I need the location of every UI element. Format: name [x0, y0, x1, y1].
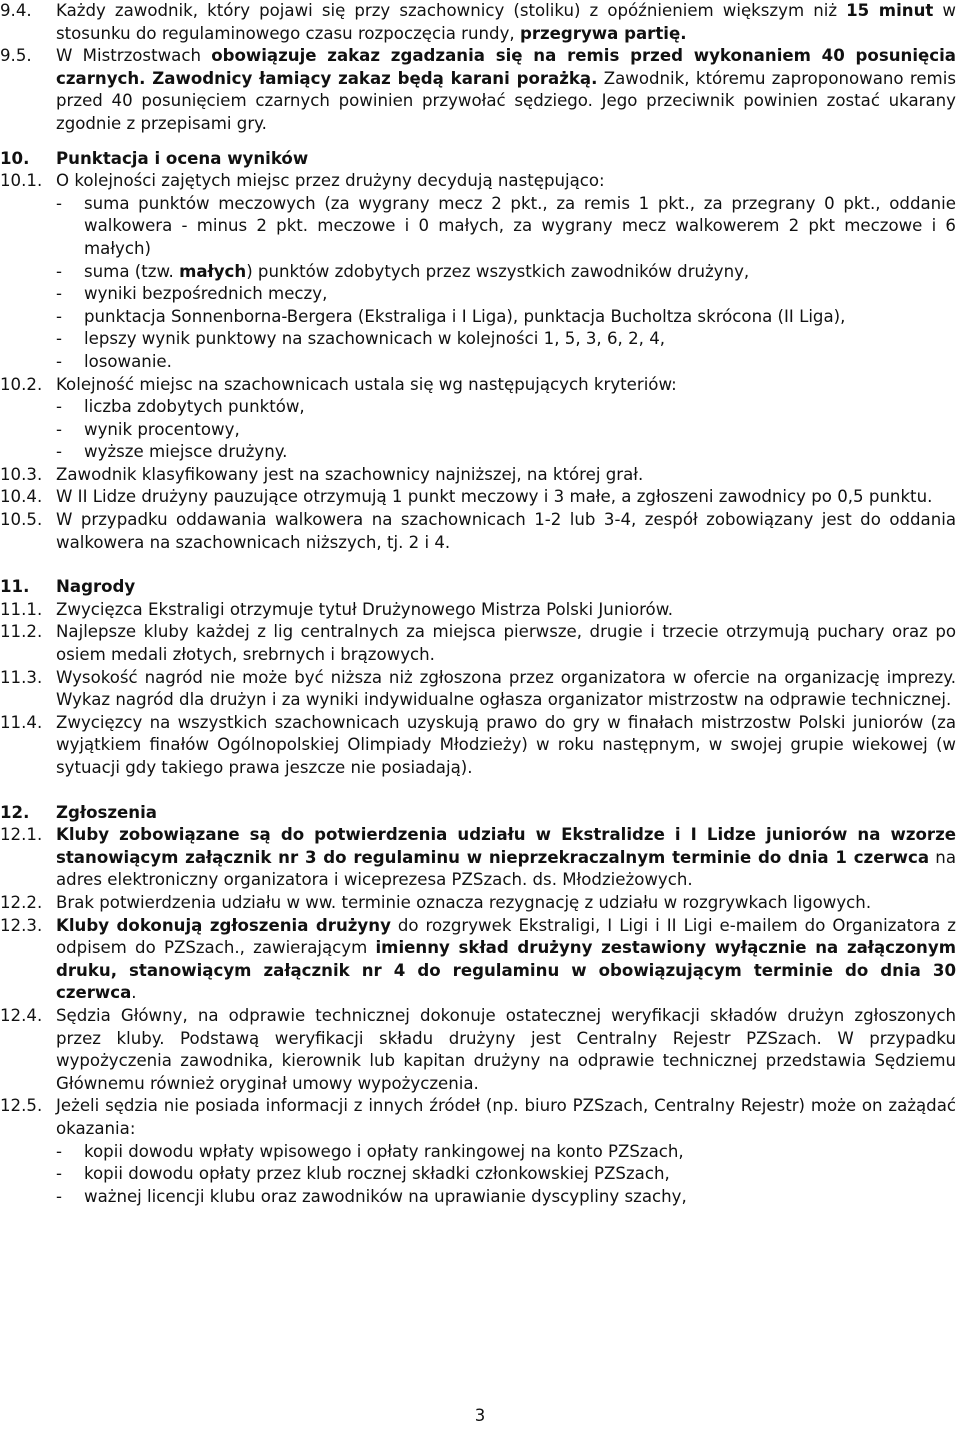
list-item: - kopii dowodu opłaty przez klub rocznej składki członkowskiej PZSzach,	[56, 1164, 670, 1184]
section-11-1	[0, 599, 960, 622]
heading-10	[0, 148, 960, 171]
list-item: - punktacja Sonnenborna-Bergera (Ekstraliga i I Liga), punktacja Bucholtza skrócona (II Liga),	[56, 306, 846, 326]
heading-number: 12.	[0, 802, 30, 822]
section-text: Sędzia Główny, na odprawie technicznej dokonuje ostatecznej weryfikacji składów drużyn zgłoszonych przez kluby. Podstawą weryfikacji składu drużyny jest Centralny Rejestr PZSzach. W przypadku wypożyczenia zawodnika, kierownik lub kapitan drużyny na odprawie technicznej przedstawia Sędziemu Głównemu również oryginał umowy wypożyczenia.	[56, 1005, 956, 1093]
bold-text: Kluby dokonują zgłoszenia drużyny	[56, 915, 391, 935]
list-item: - lepszy wynik punktowy na szachownicach w kolejności 1, 5, 3, 6, 2, 4,	[56, 329, 666, 349]
section-10-5	[0, 509, 960, 554]
section-text: W II Lidze drużyny pauzujące otrzymują 1 punkt meczowy i 3 małe, a zgłoszeni zawodnicy po 0,5 punktu.	[56, 487, 933, 507]
text: Zawodnik, któremu zaproponowano remis przed 40 posunięciem czarnych powinien przywołać sędziego. Jego przeciwnik powinien zostać ukarany zgodnie z przepisami gry.	[56, 68, 956, 133]
section-text: W przypadku oddawania walkowera na szachownicach 1-2 lub 3-4, zespół zobowiązany jest do oddania walkowera na szachownicach niższych, tj. 2 i 4.	[56, 510, 956, 552]
heading-title: Zgłoszenia	[56, 802, 157, 822]
heading-12	[0, 802, 960, 825]
heading-11	[0, 576, 960, 599]
heading-number: 11.	[0, 577, 30, 597]
list-item: - liczba zdobytych punktów,	[56, 397, 305, 417]
section-number: 12.5.	[0, 1096, 43, 1116]
text: do rozgrywek Ekstraligi, I Ligi i II Ligi e-mailem do Organizatora z odpisem do PZSzach., zawierającym	[56, 915, 957, 958]
list-item: - suma (tzw. małych) punktów zdobytych przez wszystkich zawodników drużyny,	[56, 261, 750, 281]
bold-text: obowiązuje zakaz zgadzania się na remis przed wykonaniem 40 posunięcia czarnych. Zawodnicy łamiący zakaz będą karani porażką.	[56, 46, 956, 88]
section-number: 11.1.	[0, 599, 43, 619]
section-text: Brak potwierdzenia udziału w ww. terminie oznacza rezygnację z udziału w rozgrywkach ligowych.	[56, 892, 872, 912]
list-item: - losowanie.	[56, 351, 172, 371]
section-12-5	[0, 1095, 960, 1208]
text: w stosunku do regulaminowego czasu rozpoczęcia rundy,	[56, 1, 956, 43]
text: Każdy zawodnik, który pojawi się przy szachownicy (stoliku) z opóźnieniem większym niż	[56, 1, 847, 20]
section-number: 12.3.	[0, 915, 43, 935]
section-10-2	[0, 374, 960, 464]
section-number: 11.4.	[0, 712, 43, 732]
list-item: - wynik procentowy,	[56, 419, 240, 439]
list-item: - suma punktów meczowych (za wygrany mecz 2 pkt., za remis 1 pkt., za przegrany 0 pkt., oddanie walkowera - minus 2 pkt. meczowe i 0 małych, za wygrany mecz walkowerem 2 pkt meczowe i 6 małych)	[56, 193, 956, 258]
bold-text: 15 minut	[846, 1, 934, 20]
section-number: 10.2.	[0, 374, 43, 394]
section-text: Zawodnik klasyfikowany jest na szachownicy najniższej, na której grał.	[56, 464, 644, 484]
section-number: 12.2.	[0, 892, 43, 912]
section-12-4	[0, 1005, 960, 1095]
section-number: 10.3.	[0, 464, 43, 484]
section-text: Zwycięzcy na wszystkich szachownicach uzyskują prawo do gry w finałach mistrzostw Polski juniorów (za wyjątkiem finałów Ogólnopolskiej Olimpiady Młodzieży) w roku następnym, w swojej grupie wiekowej (w sytuacji gdy takiego prawa jeszcze nie posiadają).	[56, 712, 956, 777]
section-number: 12.1.	[0, 825, 43, 845]
list-item: - ważnej licencji klubu oraz zawodników na uprawianie dyscypliny szachy,	[56, 1186, 687, 1206]
text: na adres elektroniczny organizatora i wiceprezesa PZSzach. ds. Młodzieżowych.	[56, 847, 956, 890]
section-number: 10.4.	[0, 487, 43, 507]
section-11-4	[0, 712, 960, 780]
text: W Mistrzostwach	[56, 46, 212, 66]
heading-title: Nagrody	[56, 577, 136, 597]
heading-title: Punktacja i ocena wyników	[56, 148, 309, 168]
section-9-4	[0, 0, 960, 45]
section-number: 12.4.	[0, 1005, 43, 1025]
page-number: 3	[474, 1406, 486, 1425]
section-11-3	[0, 667, 960, 712]
section-number: 10.5.	[0, 510, 43, 530]
list-item: - wyniki bezpośrednich meczy,	[56, 284, 328, 304]
bold-text: przegrywa partię.	[519, 23, 687, 43]
section-number: 9.4.	[0, 1, 32, 20]
section-text: Zwycięzca Ekstraligi otrzymuje tytuł Drużynowego Mistrza Polski Juniorów.	[56, 599, 674, 619]
section-9-5	[0, 45, 960, 135]
section-text: Najlepsze kluby każdej z lig centralnych za miejsca pierwsze, drugie i trzecie otrzymują puchary oraz po osiem medali złotych, srebrnych i brązowych.	[56, 622, 956, 665]
bold-text: Kluby zobowiązane są do potwierdzenia udziału w Ekstralidze i I Lidze juniorów na wzorze stanowiącym załącznik nr 3 do regulaminu w nieprzekraczalnym terminie do dnia 1 czerwca	[56, 825, 956, 867]
section-12-1	[0, 824, 960, 892]
section-10-3	[0, 464, 960, 487]
section-12-3	[0, 915, 960, 1005]
heading-number: 10.	[0, 148, 30, 168]
section-number: 10.1.	[0, 171, 43, 191]
section-text: Wysokość nagród nie może być niższa niż zgłoszona przez organizatora w ofercie na organizację imprezy. Wykaz nagród dla drużyn i za wyniki indywidualne ogłasza organizator mistrzostw na odprawie technicznej.	[56, 667, 956, 710]
section-intro: O kolejności zajętych miejsc przez drużyny decydują następująco:	[56, 171, 605, 191]
section-intro: Kolejność miejsc na szachownicach ustala się wg następujących kryteriów:	[56, 374, 677, 394]
section-10-4	[0, 486, 960, 509]
section-intro: Jeżeli sędzia nie posiada informacji z innych źródeł (np. biuro PZSzach, Centralny Rejestr) może on zażądać okazania:	[56, 1096, 956, 1138]
list-item: - kopii dowodu wpłaty wpisowego i opłaty rankingowej na konto PZSzach,	[56, 1141, 684, 1161]
section-number: 11.2.	[0, 622, 43, 642]
list-item: - wyższe miejsce drużyny.	[56, 442, 288, 462]
section-10-1	[0, 170, 960, 373]
section-12-2	[0, 892, 960, 915]
bold-text: imienny skład drużyny zestawiony wyłącznie na załączonym druku, stanowiącym załącznik nr 4 do regulaminu w obowiązującym terminie do dnia 30 czerwca	[56, 938, 956, 1003]
section-number: 11.3.	[0, 667, 43, 687]
section-11-2	[0, 621, 960, 666]
text: .	[131, 983, 137, 1003]
section-number: 9.5.	[0, 46, 32, 66]
